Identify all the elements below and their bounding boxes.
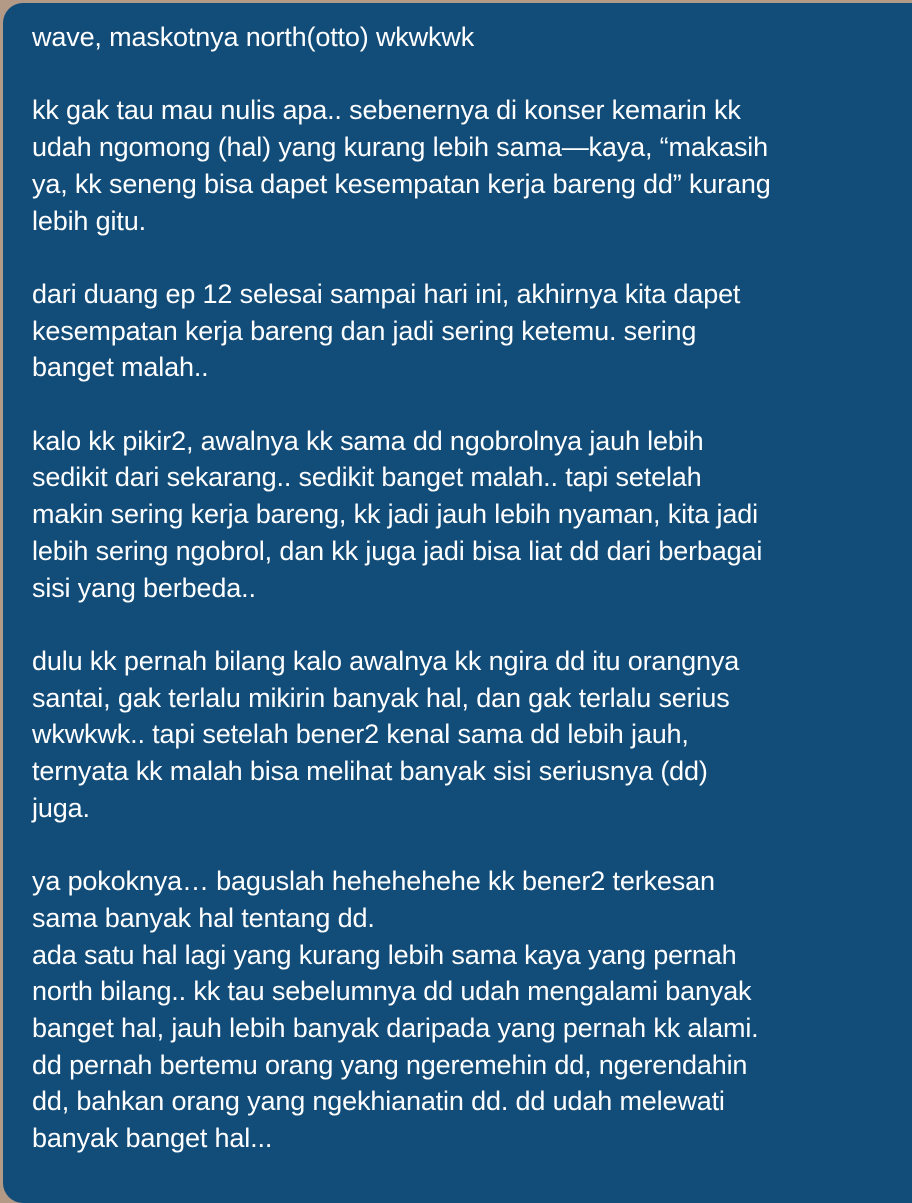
message-bubble [3,3,912,1203]
message-line: banget hal, jauh lebih banyak daripada yang pernah kk alami. [32,1012,759,1043]
message-line: ternyata kk malah bisa melihat banyak sisi seriusnya (dd) [32,756,708,786]
message-line: sisi yang berbeda.. [32,572,256,603]
paragraph-gap [32,826,912,863]
message-line: banget malah.. [32,352,209,383]
paragraph-gap [32,606,912,643]
paragraph-gap [32,386,912,423]
message-line: sedikit dari sekarang.. sedikit banget malah.. tapi setelah [32,462,702,493]
message-line: kesempatan kerja bareng dan jadi sering ketemu. sering [32,315,697,346]
message-line: kalo kk pikir2, awalnya kk sama dd ngobrolnya jauh lebih [32,425,704,456]
message-line: dd, bahkan orang yang ngekhianatin dd. dd udah melewati [32,1086,725,1117]
message-line: ya pokoknya… baguslah hehehehehe kk bener2 terkesan [32,866,715,897]
message-line: juga. [32,792,90,823]
message-line: sama banyak hal tentang dd. [32,902,375,933]
message-line: lebih gitu. [32,205,146,236]
paragraph-gap [32,239,912,276]
message-line: udah ngomong (hal) yang kurang lebih sama—kaya, “makasih [32,132,769,163]
message-line: santai, gak terlalu mikirin banyak hal, dan gak terlalu serius [32,682,730,713]
message-line: makin sering kerja bareng, kk jadi jauh lebih nyaman, kita jadi [32,499,758,530]
message-line: dulu kk pernah bilang kalo awalnya kk ngira dd itu orangnya [32,645,740,676]
message-line: wkwkwk.. tapi setelah bener2 kenal sama dd lebih jauh, [32,719,689,750]
message-line: dari duang ep 12 selesai sampai hari ini, akhirnya kita dapet [32,278,741,309]
message-line: north bilang.. kk tau sebelumnya dd udah mengalami banyak [32,976,752,1007]
paragraph-gap [32,56,912,93]
message-line: dd pernah bertemu orang yang ngeremehin dd, ngerendahin [32,1049,748,1080]
message-line: ya, kk seneng bisa dapet kesempatan kerja bareng dd” kurang [32,168,771,199]
message-line: kk gak tau mau nulis apa.. sebenernya di konser kemarin kk [32,95,741,126]
message-line: banyak banget hal... [32,1123,273,1154]
message-line: lebih sering ngobrol, dan kk juga jadi bisa liat dd dari berbagai [32,535,763,566]
message-text [32,19,912,1157]
message-line: ada satu hal lagi yang kurang lebih sama kaya yang pernah [32,939,737,970]
message-line: wave, maskotnya north(otto) wkwkwk [32,22,475,52]
